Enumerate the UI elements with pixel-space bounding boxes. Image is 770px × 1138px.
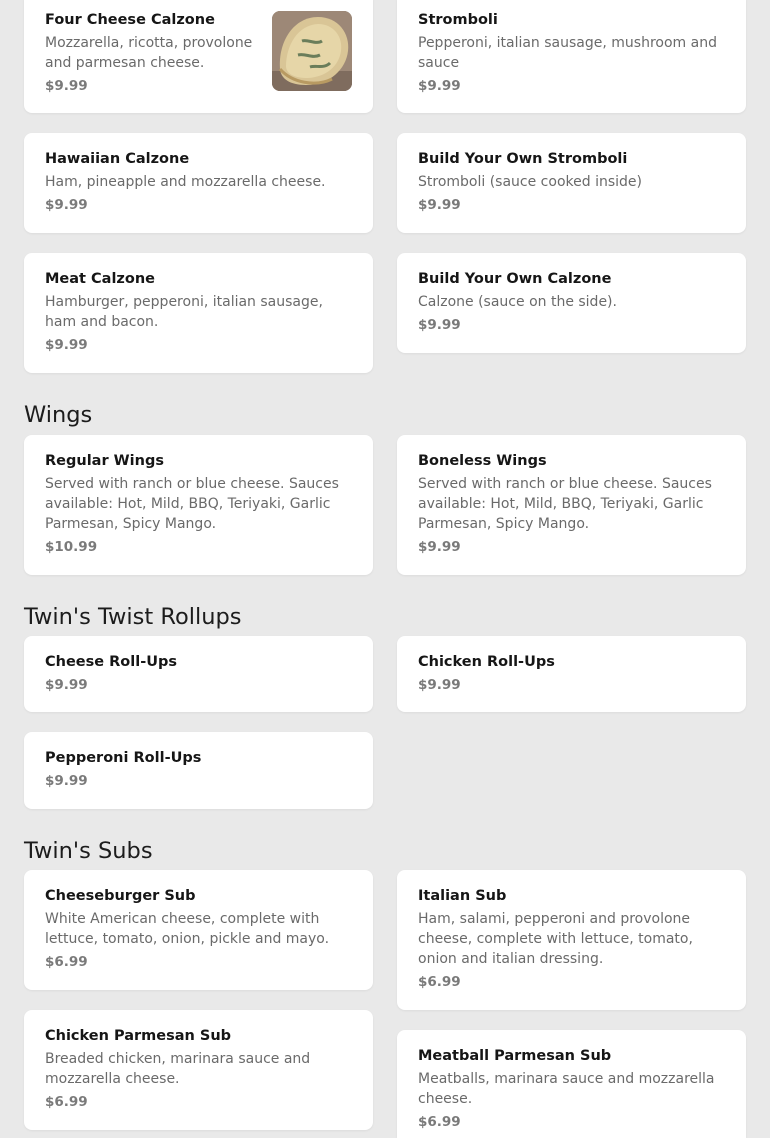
menu-item-boneless-wings[interactable] (397, 435, 746, 575)
menu-item-build-your-own-stromboli[interactable] (397, 133, 746, 233)
item-price: $6.99 (418, 1114, 461, 1130)
section-title-rollups: Twin's Twist Rollups (24, 604, 242, 630)
item-description: Ham, pineapple and mozzarella cheese. (45, 174, 326, 190)
item-description: Served with ranch or blue cheese. Sauces available: Hot, Mild, BBQ, Teriyaki, Garlic Parmesan, Spicy Mango. (418, 476, 712, 532)
item-name: Chicken Roll-Ups (418, 654, 555, 670)
menu-item-hawaiian-calzone[interactable] (24, 133, 373, 233)
menu-item-build-your-own-calzone[interactable] (397, 253, 746, 353)
menu-item-four-cheese-calzone[interactable] (24, 0, 373, 113)
menu-item-italian-sub[interactable] (397, 870, 746, 1010)
item-description: Calzone (sauce on the side). (418, 294, 617, 310)
item-price: $6.99 (45, 1094, 88, 1110)
item-name: Pepperoni Roll-Ups (45, 750, 202, 766)
item-name: Italian Sub (418, 888, 507, 904)
item-description: Pepperoni, italian sausage, mushroom and sauce (418, 35, 717, 71)
menu-item-chicken-parmesan-sub[interactable] (24, 1010, 373, 1130)
item-description: Stromboli (sauce cooked inside) (418, 174, 642, 190)
item-name: Meat Calzone (45, 271, 155, 287)
item-description: Hamburger, pepperoni, italian sausage, ham and bacon. (45, 294, 323, 330)
item-name: Build Your Own Stromboli (418, 151, 628, 167)
item-price: $9.99 (45, 677, 88, 693)
item-description: Breaded chicken, marinara sauce and mozzarella cheese. (45, 1051, 311, 1087)
item-name: Boneless Wings (418, 453, 547, 469)
item-description: Served with ranch or blue cheese. Sauces available: Hot, Mild, BBQ, Teriyaki, Garlic Parmesan, Spicy Mango. (45, 476, 339, 532)
item-price: $9.99 (418, 677, 461, 693)
menu-item-cheese-roll-ups[interactable] (24, 636, 373, 712)
item-price: $6.99 (418, 974, 461, 990)
section-title-subs: Twin's Subs (24, 838, 153, 864)
item-description: White American cheese, complete with lettuce, tomato, onion, pickle and mayo. (45, 911, 330, 947)
item-price: $9.99 (418, 317, 461, 333)
item-name: Hawaiian Calzone (45, 151, 190, 167)
menu-item-cheeseburger-sub[interactable] (24, 870, 373, 990)
item-name: Cheese Roll-Ups (45, 654, 178, 670)
calzone-photo (272, 11, 352, 91)
item-description: Ham, salami, pepperoni and provolone cheese, complete with lettuce, tomato, onion and italian dressing. (418, 911, 693, 967)
item-description: Mozzarella, ricotta, provolone and parmesan cheese. (45, 35, 253, 71)
item-price: $9.99 (45, 773, 88, 789)
item-price: $9.99 (45, 197, 88, 213)
item-price: $9.99 (45, 78, 88, 94)
menu-item-stromboli[interactable] (397, 0, 746, 113)
item-name: Cheeseburger Sub (45, 888, 196, 904)
item-price: $9.99 (418, 197, 461, 213)
menu-item-meatball-parmesan-sub[interactable] (397, 1030, 746, 1138)
menu-item-meat-calzone[interactable] (24, 253, 373, 373)
item-name: Regular Wings (45, 453, 164, 469)
item-name: Stromboli (418, 12, 498, 28)
item-name: Build Your Own Calzone (418, 271, 612, 287)
menu-item-pepperoni-roll-ups[interactable] (24, 732, 373, 809)
menu-item-regular-wings[interactable] (24, 435, 373, 575)
item-price: $9.99 (418, 539, 461, 555)
menu-item-chicken-roll-ups[interactable] (397, 636, 746, 712)
item-price: $6.99 (45, 954, 88, 970)
item-price: $9.99 (418, 78, 461, 94)
item-name: Meatball Parmesan Sub (418, 1048, 612, 1064)
item-name: Four Cheese Calzone (45, 12, 215, 28)
section-title-wings: Wings (24, 402, 93, 428)
item-price: $10.99 (45, 539, 98, 555)
item-price: $9.99 (45, 337, 88, 353)
item-name: Chicken Parmesan Sub (45, 1028, 232, 1044)
item-description: Meatballs, marinara sauce and mozzarella cheese. (418, 1071, 715, 1107)
